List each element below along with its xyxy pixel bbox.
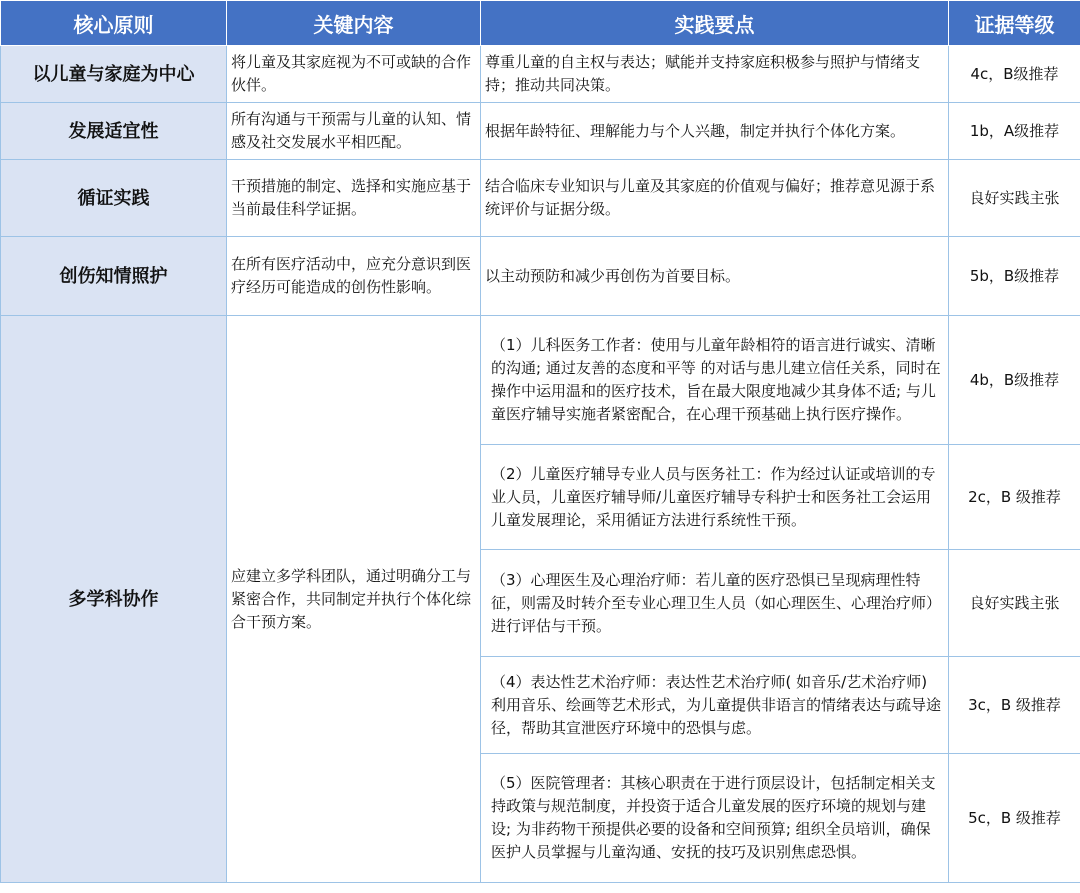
practice-cell: 尊重儿童的自主权与表达；赋能并支持家庭积极参与照护与情绪支持；推动共同决策。 <box>481 46 949 103</box>
grade-cell: 4b，B级推荐 <box>949 316 1080 445</box>
grade-cell: 良好实践主张 <box>949 160 1080 237</box>
practice-cell: （2）儿童医疗辅导专业人员与医务社工：作为经过认证或培训的专业人员，儿童医疗辅导师/儿童医疗辅导专科护士和医务社工会运用儿童发展理论，采用循证方法进行系统性干预。 <box>481 445 949 550</box>
grade-cell: 2c，B 级推荐 <box>949 445 1080 550</box>
table-row <box>1 103 1080 160</box>
principle-cell: 创伤知情照护 <box>1 237 227 316</box>
table-row <box>1 160 1080 237</box>
principle-cell: 以儿童与家庭为中心 <box>1 46 227 103</box>
principle-cell: 多学科协作 <box>1 316 227 883</box>
table-row <box>1 46 1080 103</box>
practice-cell: （3）心理医生及心理治疗师：若儿童的医疗恐惧已呈现病理性特征，则需及时转介至专业心理卫生人员（如心理医生、心理治疗师）进行评估与干预。 <box>481 550 949 657</box>
grade-cell: 5c，B 级推荐 <box>949 754 1080 883</box>
grade-cell: 1b，A级推荐 <box>949 103 1080 160</box>
practice-cell: （4）表达性艺术治疗师：表达性艺术治疗师( 如音乐/艺术治疗师) 利用音乐、绘画等艺术形式，为儿童提供非语言的情绪表达与疏导途径，帮助其宣泄医疗环境中的恐惧与虑。 <box>481 657 949 754</box>
content-cell: 所有沟通与干预需与儿童的认知、情感及社交发展水平相匹配。 <box>227 103 481 160</box>
practice-cell: 根据年龄特征、理解能力与个人兴趣，制定并执行个体化方案。 <box>481 103 949 160</box>
practice-cell: （1）儿科医务工作者：使用与儿童年龄相符的语言进行诚实、清晰的沟通; 通过友善的态度和平等 的对话与患儿建立信任关系，同时在操作中运用温和的医疗技术，旨在最大限度地减少其身体不适; 与儿 童医疗辅导实施者紧密配合，在心理干预基础上执行医疗操作。 <box>481 316 949 445</box>
header-row <box>1 1 1080 46</box>
table-row <box>1 316 1080 445</box>
grade-cell: 3c，B 级推荐 <box>949 657 1080 754</box>
header-grade: 证据等级 <box>949 1 1080 46</box>
principle-cell: 循证实践 <box>1 160 227 237</box>
content-cell: 将儿童及其家庭视为不可或缺的合作伙伴。 <box>227 46 481 103</box>
grade-cell: 4c，B级推荐 <box>949 46 1080 103</box>
practice-cell: （5）医院管理者：其核心职责在于进行顶层设计，包括制定相关支持政策与规范制度，并投资于适合儿童发展的医疗环境的规划与建设; 为非药物干预提供必要的设备和空间预算; 组织全员培训，确保医护人员掌握与儿童沟通、安抚的技巧及识别焦虑恐惧。 <box>481 754 949 883</box>
table-row <box>1 237 1080 316</box>
header-principle: 核心原则 <box>1 1 227 46</box>
grade-cell: 5b，B级推荐 <box>949 237 1080 316</box>
practice-cell: 以主动预防和减少再创伤为首要目标。 <box>481 237 949 316</box>
content-cell: 在所有医疗活动中，应充分意识到医疗经历可能造成的创伤性影响。 <box>227 237 481 316</box>
content-cell: 应建立多学科团队，通过明确分工与紧密合作，共同制定并执行个体化综合干预方案。 <box>227 316 481 883</box>
principle-cell: 发展适宜性 <box>1 103 227 160</box>
header-content: 关键内容 <box>227 1 481 46</box>
header-practice: 实践要点 <box>481 1 949 46</box>
content-cell: 干预措施的制定、选择和实施应基于当前最佳科学证据。 <box>227 160 481 237</box>
practice-cell: 结合临床专业知识与儿童及其家庭的价值观与偏好；推荐意见源于系统评价与证据分级。 <box>481 160 949 237</box>
grade-cell: 良好实践主张 <box>949 550 1080 657</box>
